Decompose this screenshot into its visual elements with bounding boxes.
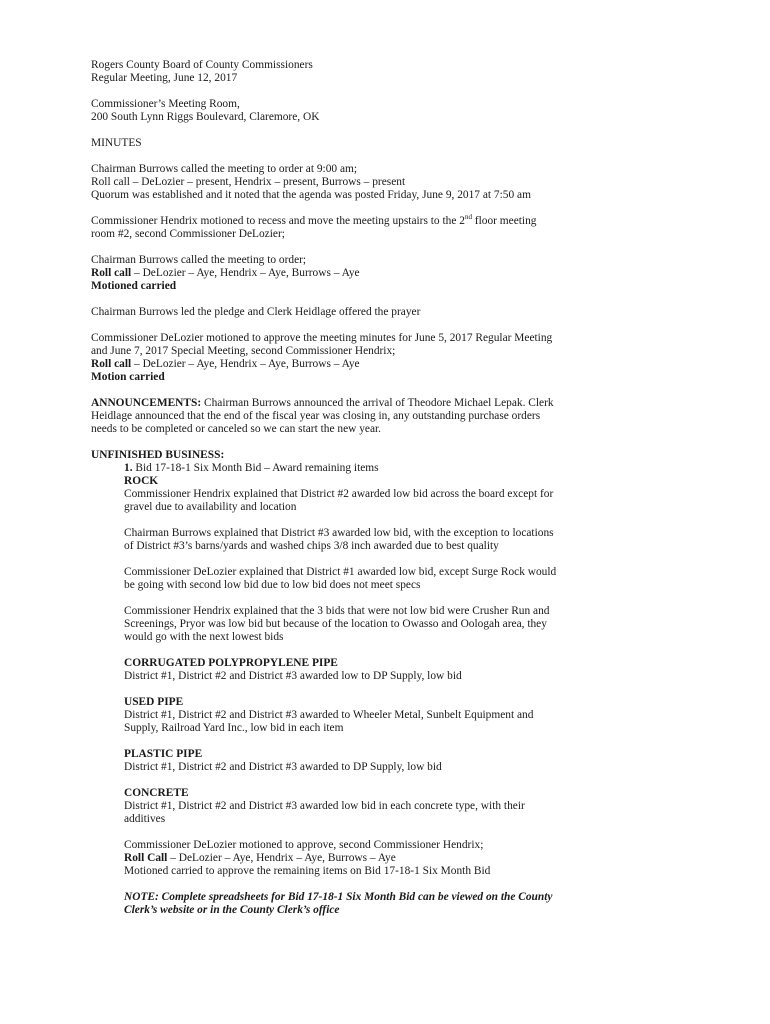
concrete-line-2: additives bbox=[124, 813, 166, 825]
corrugated-pipe-block bbox=[124, 657, 691, 683]
note-line-2: Clerk’s website or in the County Clerk’s office bbox=[124, 904, 340, 916]
bid-motion-result: Motioned carried to approve the remaining items on Bid 17-18-1 Six Month Bid bbox=[124, 865, 491, 877]
unfinished-business-label: UNFINISHED BUSINESS: bbox=[91, 449, 225, 461]
item-number: 1. bbox=[124, 462, 133, 474]
roll-call-label: Roll call bbox=[91, 358, 132, 370]
approve-line-1: Commissioner DeLozier motioned to approve the meeting minutes for June 5, 2017 Regular Meeting bbox=[91, 332, 553, 344]
plastic-pipe-block bbox=[124, 748, 691, 774]
corrugated-pipe-text: District #1, District #2 and District #3 awarded low to DP Supply, low bid bbox=[124, 670, 462, 682]
announcements-line-3: needs to be completed or canceled so we can start the new year. bbox=[91, 423, 382, 435]
call-to-order: Chairman Burrows called the meeting to order at 9:00 am; bbox=[91, 163, 358, 175]
roll-call-label: Roll Call bbox=[124, 852, 168, 864]
rock-para-4-line-2: Screenings, Pryor was low bid but because of the location to Owasso and Oologah area, they bbox=[124, 618, 547, 630]
unfinished-business-section bbox=[91, 449, 691, 917]
reconvene-block bbox=[91, 254, 691, 293]
rock-title: ROCK bbox=[124, 475, 159, 487]
announcements-label: ANNOUNCEMENTS: bbox=[91, 397, 202, 409]
plastic-pipe-text: District #1, District #2 and District #3 awarded to DP Supply, low bid bbox=[124, 761, 442, 773]
rock-para-2-line-1: Chairman Burrows explained that District #3 awarded low bid, with the exception to locations bbox=[124, 527, 554, 539]
pledge-block bbox=[91, 306, 691, 319]
reconvene-roll bbox=[91, 267, 691, 280]
used-pipe-title: USED PIPE bbox=[124, 696, 184, 708]
rock-para-3-line-2: be going with second low bid due to low bid does not meet specs bbox=[124, 579, 421, 591]
corrugated-pipe-title: CORRUGATED POLYPROPYLENE PIPE bbox=[124, 657, 338, 669]
approve-line-2: and June 7, 2017 Special Meeting, second Commissioner Hendrix; bbox=[91, 345, 396, 357]
rock-para-3-line-1: Commissioner DeLozier explained that District #1 awarded low bid, except Surge Rock would bbox=[124, 566, 557, 578]
quorum-note: Quorum was established and it noted that the agenda was posted Friday, June 9, 2017 at 7:50 am bbox=[91, 189, 531, 201]
bid-motion-line: Commissioner DeLozier motioned to approve, second Commissioner Hendrix; bbox=[124, 839, 484, 851]
note-block bbox=[124, 891, 691, 917]
bid-item-heading bbox=[124, 462, 691, 475]
roll-call-votes: – DeLozier – Aye, Hendrix – Aye, Burrows – Aye bbox=[131, 358, 360, 370]
approve-result: Motion carried bbox=[91, 371, 165, 383]
recess-line-2: room #2, second Commissioner DeLozier; bbox=[91, 228, 285, 240]
rock-para-3 bbox=[124, 566, 691, 592]
unfinished-business-items bbox=[91, 462, 691, 917]
rock-para-1-line-1: Commissioner Hendrix explained that District #2 awarded low bid across the board except for bbox=[124, 488, 554, 500]
note-line-1: NOTE: Complete spreadsheets for Bid 17-18-1 Six Month Bid can be viewed on the County bbox=[124, 891, 553, 903]
roll-call-votes: – DeLozier – Aye, Hendrix – Aye, Burrows – Aye bbox=[131, 267, 360, 279]
used-pipe-line-1: District #1, District #2 and District #3 awarded to Wheeler Metal, Sunbelt Equipment and bbox=[124, 709, 534, 721]
minutes-document bbox=[91, 59, 691, 930]
opening-block bbox=[91, 163, 691, 202]
pledge-text: Chairman Burrows led the pledge and Clerk Heidlage offered the prayer bbox=[91, 306, 421, 318]
rock-para-4-line-1: Commissioner Hendrix explained that the 3 bids that were not low bid were Crusher Run and bbox=[124, 605, 550, 617]
reconvene-call: Chairman Burrows called the meeting to order; bbox=[91, 254, 307, 266]
recess-text-b: floor meeting bbox=[471, 215, 537, 227]
bid-roll-call bbox=[124, 852, 691, 865]
item-title: Bid 17-18-1 Six Month Bid – Award remaining items bbox=[132, 462, 379, 474]
roll-call-label: Roll call bbox=[91, 267, 132, 279]
used-pipe-block bbox=[124, 696, 691, 735]
rock-para-2-line-2: of District #3’s barns/yards and washed chips 3/8 inch awarded due to best quality bbox=[124, 540, 499, 552]
rock-para-1 bbox=[124, 488, 691, 514]
roll-call: Roll call – DeLozier – present, Hendrix – present, Burrows – present bbox=[91, 176, 406, 188]
recess-text-a: Commissioner Hendrix motioned to recess and move the meeting upstairs to the 2 bbox=[91, 215, 465, 227]
plastic-pipe-title: PLASTIC PIPE bbox=[124, 748, 203, 760]
meeting-address: 200 South Lynn Riggs Boulevard, Claremore, OK bbox=[91, 111, 320, 123]
announcements-block bbox=[91, 397, 691, 436]
concrete-line-1: District #1, District #2 and District #3 awarded low bid in each concrete type, with their bbox=[124, 800, 525, 812]
announcements-line-1 bbox=[91, 397, 691, 410]
reconvene-result: Motioned carried bbox=[91, 280, 177, 292]
recess-line-1 bbox=[91, 215, 691, 228]
approve-minutes-block bbox=[91, 332, 691, 384]
meeting-date: Regular Meeting, June 12, 2017 bbox=[91, 72, 238, 84]
ordinal-suffix: nd bbox=[464, 213, 472, 221]
approve-roll bbox=[91, 358, 691, 371]
concrete-block bbox=[124, 787, 691, 826]
meeting-room: Commissioner’s Meeting Room, bbox=[91, 98, 240, 110]
rock-para-4 bbox=[124, 605, 691, 644]
announcements-text: Chairman Burrows announced the arrival of Theodore Michael Lepak. Clerk bbox=[201, 397, 554, 409]
location-block bbox=[91, 98, 691, 124]
minutes-title: MINUTES bbox=[91, 137, 142, 149]
rock-para-1-line-2: gravel due to availability and location bbox=[124, 501, 297, 513]
used-pipe-line-2: Supply, Railroad Yard Inc., low bid in each item bbox=[124, 722, 344, 734]
rock-para-4-line-3: would go with the next lowest bids bbox=[124, 631, 284, 643]
concrete-title: CONCRETE bbox=[124, 787, 189, 799]
roll-call-votes: – DeLozier – Aye, Hendrix – Aye, Burrows – Aye bbox=[167, 852, 396, 864]
announcements-line-2: Heidlage announced that the end of the fiscal year was closing in, any outstanding purchase orders bbox=[91, 410, 541, 422]
recess-motion bbox=[91, 215, 691, 241]
minutes-heading bbox=[91, 137, 691, 150]
bid-motion-block bbox=[124, 839, 691, 878]
header-block bbox=[91, 59, 691, 85]
org-name: Rogers County Board of County Commissioners bbox=[91, 59, 313, 71]
rock-para-2 bbox=[124, 527, 691, 553]
